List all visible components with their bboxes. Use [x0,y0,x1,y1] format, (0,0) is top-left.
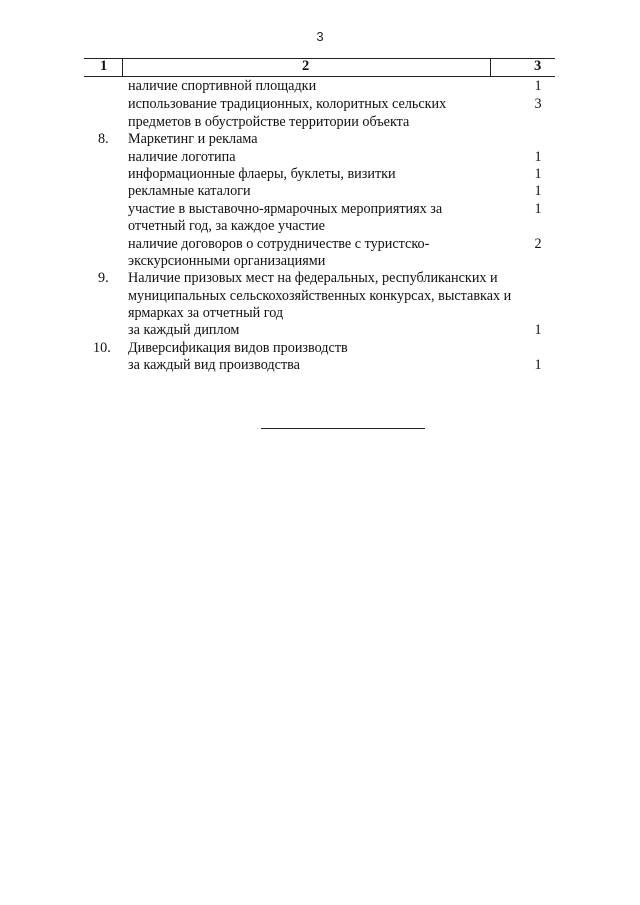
row-text: предметов в обустройстве территории объекта [128,114,410,130]
row-text: рекламные каталоги [128,183,251,199]
row-value: 1 [534,357,542,373]
table-header [84,58,555,77]
row-value: 2 [534,236,542,252]
header-col-3: 3 [534,58,542,74]
row-value: 1 [534,166,542,182]
row-text: Маркетинг и реклама [128,131,258,147]
row-text: отчетный год, за каждое участие [128,218,325,234]
closing-separator-line [261,428,425,429]
row-value: 1 [534,201,542,217]
row-value: 3 [534,96,542,112]
row-text: наличие логотипа [128,149,236,165]
row-text: за каждый диплом [128,322,240,338]
row-number: 9. [98,270,109,286]
row-text: Наличие призовых мест на федеральных, республиканских и [128,270,498,286]
row-text: экскурсионными организациями [128,253,326,269]
row-number: 8. [98,131,109,147]
header-divider [490,59,491,76]
row-text: Диверсификация видов производств [128,340,348,356]
row-text: за каждый вид производства [128,357,300,373]
row-value: 1 [534,78,542,94]
row-text: муниципальных сельскохозяйственных конкурсах, выставках и [128,288,512,304]
row-text: использование традиционных, колоритных сельских [128,96,447,112]
row-value: 1 [534,183,542,199]
row-text: ярмарках за отчетный год [128,305,284,321]
row-number: 10. [93,340,111,356]
row-text: участие в выставочно-ярмарочных мероприятиях за [128,201,443,217]
row-text: наличие договоров о сотрудничестве с туристско- [128,236,430,252]
page-number: 3 [316,29,324,44]
row-value: 1 [534,322,542,338]
header-divider [122,59,123,76]
row-text: наличие спортивной площадки [128,78,317,94]
row-text: информационные флаеры, буклеты, визитки [128,166,396,182]
header-col-1: 1 [100,58,108,74]
header-col-2: 2 [302,58,310,74]
row-value: 1 [534,149,542,165]
